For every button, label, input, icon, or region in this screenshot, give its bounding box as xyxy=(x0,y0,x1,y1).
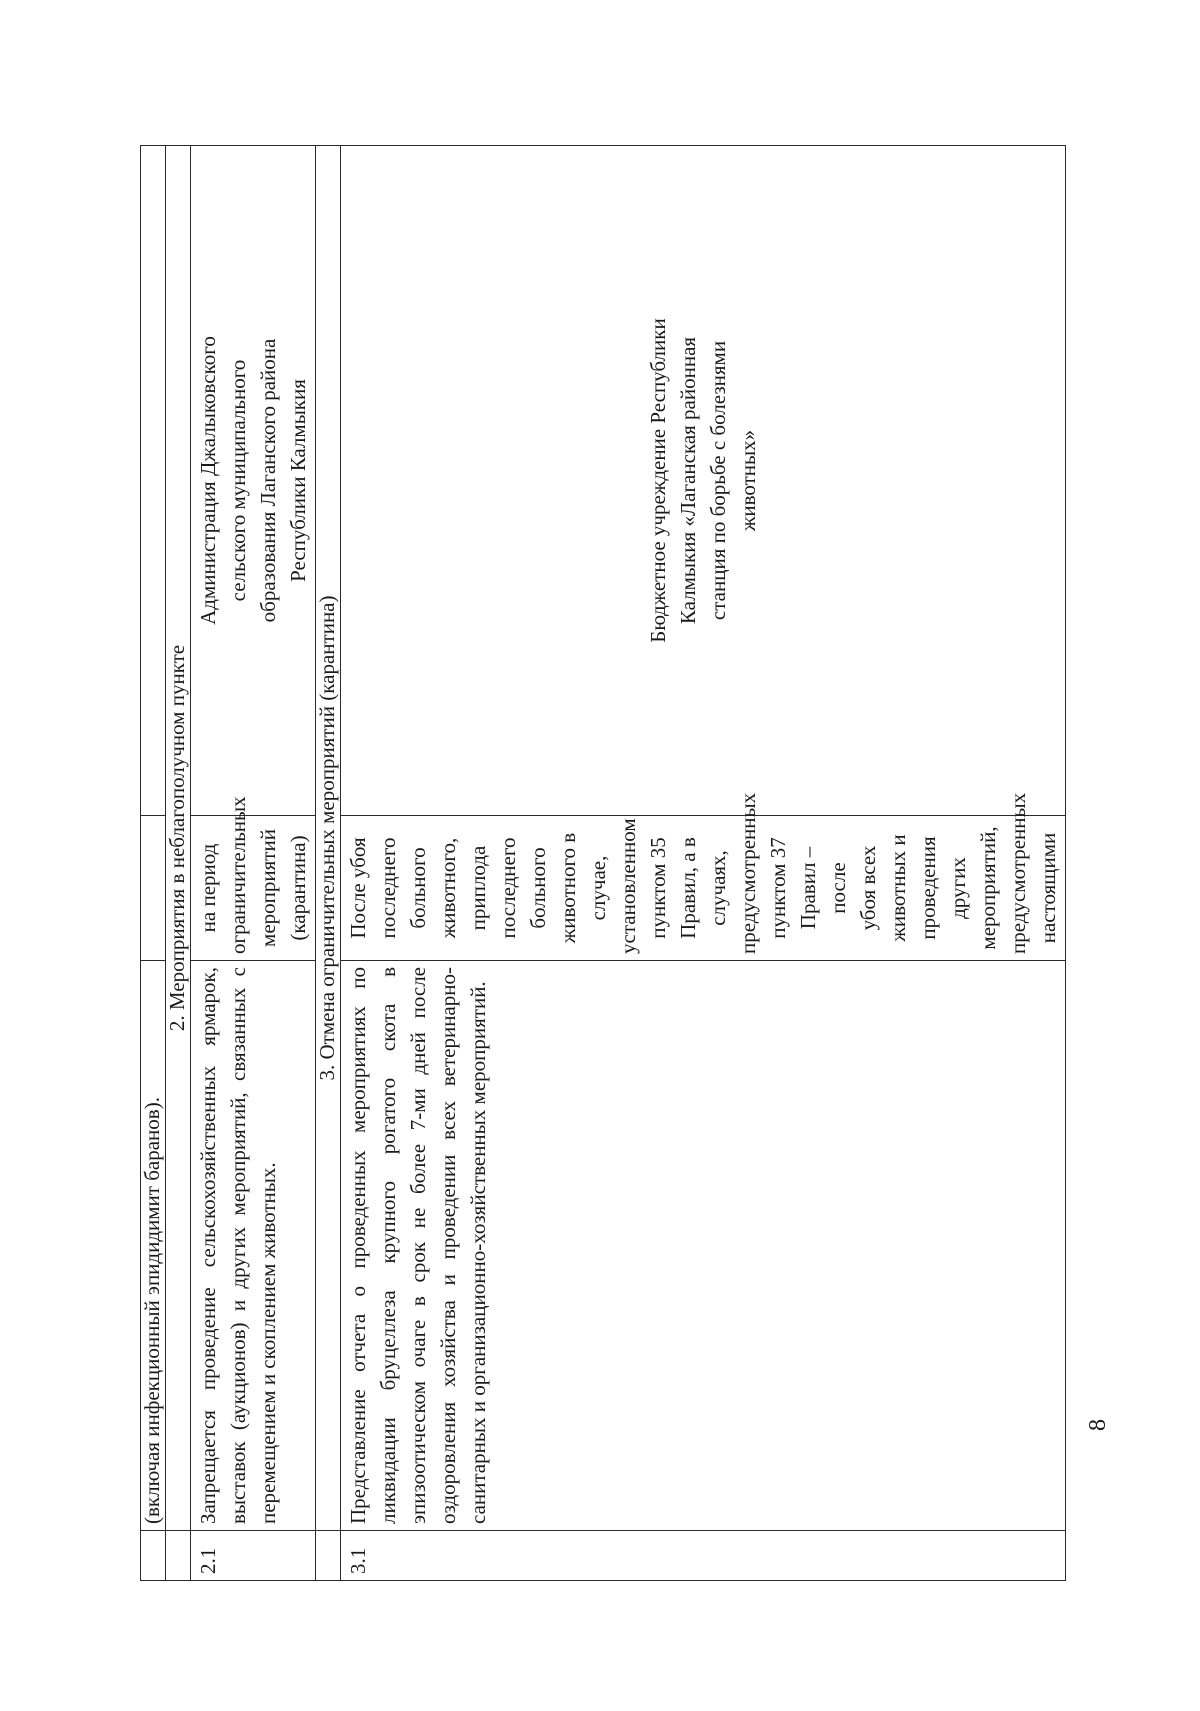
responsible-line: Республики Калмыкия xyxy=(286,379,310,582)
term-cell xyxy=(191,796,316,961)
term-line: После убоя xyxy=(346,837,370,939)
cell-empty xyxy=(166,1531,191,1581)
term-line: пунктом 37 xyxy=(766,837,790,939)
term-line: предусмотренных xyxy=(1006,792,1030,954)
page-number: 8 xyxy=(1085,1419,1111,1431)
term-line: других xyxy=(946,857,970,919)
cell-empty xyxy=(141,146,166,816)
term-line: мероприятий, xyxy=(976,826,1000,950)
responsible-cell xyxy=(341,146,1066,816)
term-line: Правил, а в xyxy=(676,837,700,939)
section-header-row xyxy=(316,146,341,1581)
term-line: на период xyxy=(196,843,220,933)
table-row-continuation xyxy=(141,146,166,1581)
term-line: последнего xyxy=(376,837,400,939)
term-cell xyxy=(341,792,1066,961)
term-line: животного в xyxy=(556,832,580,944)
term-line: мероприятий xyxy=(256,829,280,947)
term-line: ограничительных xyxy=(226,796,250,954)
row-number: 2.1 xyxy=(191,1531,316,1581)
term-line: настоящими xyxy=(1036,832,1060,944)
responsible-line: сельского муниципального xyxy=(226,359,250,602)
term-line: установленном xyxy=(616,818,640,954)
row-number: 3.1 xyxy=(341,1531,1066,1581)
responsible-line: Администрация Джалыковского xyxy=(196,336,220,625)
responsible-line: Бюджетное учреждение Республики xyxy=(646,318,670,643)
section-header-row xyxy=(166,146,191,1581)
rotated-page xyxy=(0,151,1200,1711)
term-line: случае, xyxy=(586,855,610,921)
responsible-line: станция по борьбе с болезнями xyxy=(706,340,730,621)
term-line: больного xyxy=(526,847,550,929)
responsible-line: Калмыкия «Лаганская районная xyxy=(676,336,700,625)
term-line: приплода xyxy=(466,845,490,931)
term-line: убоя всех xyxy=(856,845,880,931)
continuation-text: (включая инфекционный эпидидимит баранов). xyxy=(141,961,166,1531)
term-line: последнего xyxy=(496,837,520,939)
term-line: предусмотренных xyxy=(736,792,760,954)
term-line: случаях, xyxy=(706,850,730,926)
cell-empty xyxy=(141,1531,166,1581)
cell-empty xyxy=(316,1531,341,1581)
term-line: животных и xyxy=(886,834,910,942)
term-line: Правил – после xyxy=(796,846,850,930)
section-3-title: 3. Отмена ограничительных мероприятий (карантина) xyxy=(316,146,341,1531)
responsible-cell xyxy=(191,146,316,816)
cell-empty xyxy=(141,816,166,961)
responsible-line: образования Лаганского района xyxy=(256,338,280,623)
section-2-title: 2. Мероприятия в неблагополучном пункте xyxy=(166,146,191,1531)
table-row xyxy=(341,146,1066,1581)
table-row xyxy=(191,146,316,1581)
term-line: (карантина) xyxy=(286,835,310,941)
term-line: животного, xyxy=(436,837,460,939)
measures-table xyxy=(140,145,1066,1581)
term-line: пунктом 35 xyxy=(646,837,670,939)
measure-text: Представление отчета о проведенных мероприятиях по ликвидации бруцеллеза крупного рогатого скота в эпизоотическом очаге в срок не более 7-ми дней после оздоровления хозяйства и проведении всех ветеринарно-санитарных и организационно-хозяйственных мероприятий. xyxy=(341,961,1066,1531)
measure-text: Запрещается проведение сельскохозяйственных ярмарок, выставок (аукционов) и других мероприятий, связанных с перемещением и скоплением животных. xyxy=(191,961,316,1531)
responsible-line: животных» xyxy=(736,429,760,532)
term-line: проведения xyxy=(916,836,940,940)
term-line: больного xyxy=(406,847,430,929)
